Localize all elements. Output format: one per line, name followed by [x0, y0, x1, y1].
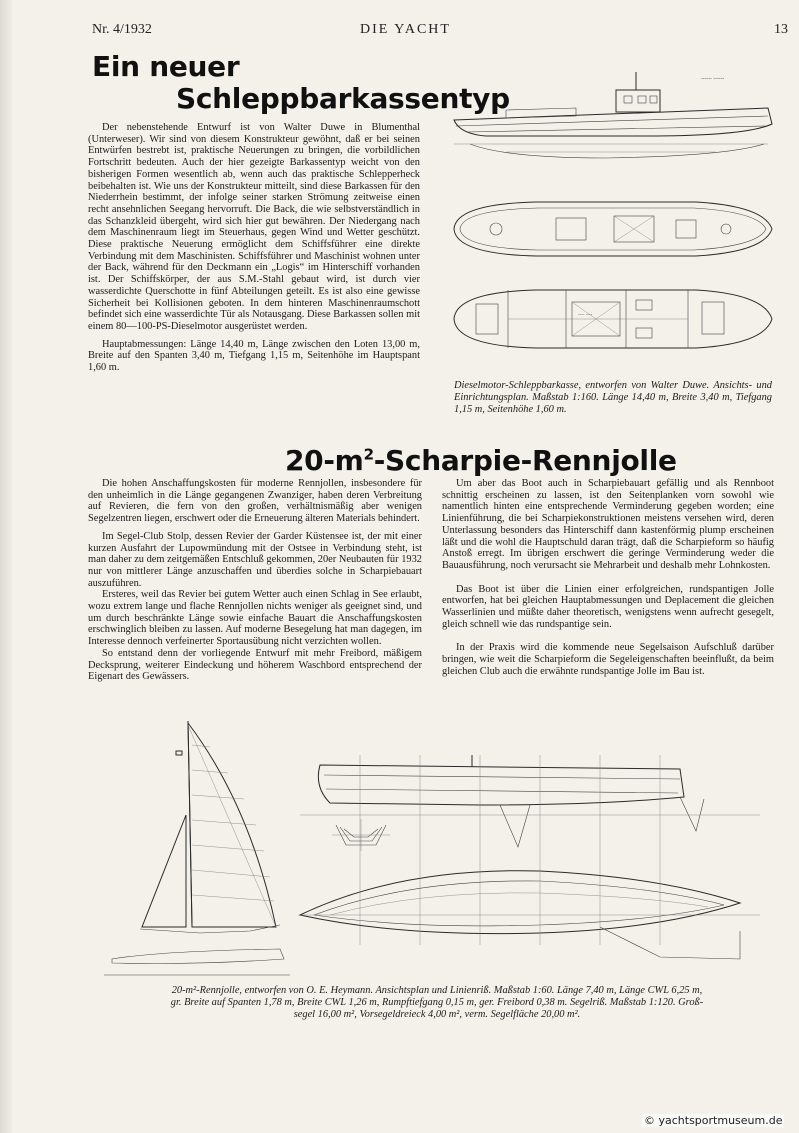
- article2-title-rest: -Scharpie-Rennjolle: [373, 444, 677, 477]
- article1-paragraph: Hauptabmessungen: Länge 14,40 m, Länge zwischen den Loten 13,00 m, Breite auf den Spanten 3,40 m, Tiefgang 1,15 m, Seitenhöhe im Hauptspant 1,60 m.: [88, 338, 420, 374]
- article2-paragraph: Um aber das Boot auch in Scharpiebauart gefällig und als Rennboot schnittig erscheinen zu lassen, ist den Seitenplanken vorn sowohl wie namentlich hinten eine entsprechende Verminderung gegeben worden; eine Linienführung, die bei Scharpiekonstruktionen meistens versehen wird, deren Unterlassung besonders das Hinterschiff dann kastenförmig plump erscheinen läßt und die wohl die Hauptschuld daran trägt, daß die Scharpieform so häufig Anstoß erregt. Im übrigen erschwert die geringe Verminderung weder die Bauausführung, noch verursacht sie Mehrarbeit und deshalb mehr Lohnkosten.: [442, 478, 774, 571]
- barkasse-deck-plan: [454, 202, 772, 256]
- article2-paragraph: Die hohen Anschaffungskosten für moderne Rennjollen, insbesondere für den unheimlich in die Länge gegangenen Zwanziger, haben deren Verbreitung auf Revieren, die fern von den großen, verhältnismäßig aber wenigen Segelzentren liegen, erschwert oder die Erneuerung älteren Materials behindert.: [88, 478, 422, 525]
- rennjolle-caption-line1: 20-m²-Rennjolle, entworfen von O. E. Heymann. Ansichtsplan und Linienriß. Maßstab 1:60. Länge 7,40 m, Länge CWL 6,25 m,: [171, 985, 703, 996]
- barkasse-side-view: [454, 72, 772, 158]
- barkasse-drawings: [446, 64, 782, 376]
- issue-number: Nr. 4/1932: [92, 22, 152, 37]
- article1-body: [88, 122, 420, 380]
- watermark: © yachtsportmuseum.de: [644, 1114, 783, 1127]
- article2-right-column: [442, 478, 774, 684]
- article2-title-sup: 2: [363, 445, 374, 464]
- barkasse-arrangement-plan: [454, 290, 772, 348]
- page-number: 13: [774, 22, 788, 37]
- article2-title: [285, 444, 677, 477]
- article1-title-line2: Schleppbarkassentyp: [176, 82, 510, 115]
- binding-margin: [0, 0, 12, 1133]
- journal-title: DIE YACHT: [360, 22, 451, 37]
- article2-paragraph: So entstand denn der vorliegende Entwurf mit mehr Freibord, mäßigem Decksprung, weiterer Eindeckung und höherem Waschbord entsprechend der Eigenart des Gewässers.: [88, 647, 422, 683]
- rennjolle-sail-plan: [104, 721, 290, 975]
- rennjolle-profile: [300, 755, 760, 865]
- rennjolle-lines-plan: [300, 865, 760, 959]
- rennjolle-caption-line2: gr. Breite auf Spanten 1,78 m, Breite CWL 1,26 m, Rumpftiefgang 0,15 m, ger. Freibord 0,38 m. Segelriß. Maßstab 1:120. Groß-: [170, 997, 704, 1008]
- article1-title-line1: Ein neuer: [92, 50, 240, 83]
- rennjolle-body-plan: [332, 819, 390, 851]
- rennjolle-drawings: [100, 715, 780, 985]
- svg-text:---- ----: ---- ----: [578, 313, 593, 318]
- rennjolle-caption-line3: segel 16,00 m², Vorsegeldreieck 4,00 m², verm. Segelfläche 20,00 m².: [293, 1009, 581, 1020]
- article2-left-column: [88, 478, 422, 689]
- article2-title-base: 20-m: [285, 444, 364, 477]
- article1-paragraph: Der nebenstehende Entwurf ist von Walter Duwe in Blumenthal (Unterweser). Wir sind von diesem Konstrukteur gewöhnt, daß er bei seinen Entwürfen bestrebt ist, praktische Neuerungen zu bringen, die vorbildlichen Fortschritt bedeuten. Auch der hier gezeigte Barkassentyp weicht von den bisherigen Formen wesentlich ab, wenn auch das praktische Schlepperheck beibehalten ist. Wie uns der Konstrukteur mitteilt, sind diese Barkassen für den Niederrhein bestimmt, der infolge seiner starken Strömung zeitweise einen recht ansehnlichen Seegang hervorruft. Die Back, die wie selbstverständlich in das Schanzkleid übergeht, wird sich hier gut bewähren. Der Niedergang nach dem Maschinenraum liegt im Steuerhaus, gegen Wind und Wetter geschützt. Diese praktische Neuerung ermöglicht dem Schiffsführer eine direkte Verbindung mit dem Maschinisten. Schiffsführer und Maschinist wohnen unter der Back, während für den Deckmann ein „Logis“ im Hinterschiff vorhanden ist. Der Schiffskörper, der aus S.M.-Stahl gebaut wird, ist durch vier wasserdichte Querschotte in fünf Abteilungen geteilt. Es ist also eine gewisse Sicherheit bei Kollisionen geboten. In dem hinteren Maschinenraumschott befindet sich eine wasserdichte Tür als Notausgang. Diese Barkassen sollen mit einem 80—100-PS-Dieselmotor ausgerüstet werden.: [88, 122, 420, 332]
- article2-paragraph: Ersteres, weil das Revier bei gutem Wetter auch einen Schlag in See erlaubt, wozu extrem lange und flache Rennjollen nichts weniger als geeignet sind, und um durch beschränkte Länge sowie einfache Bauart die Anschaffungskosten erschwinglich bleiben zu lassen. Auf moderne Besegelung hat man dagegen, im Interesse dennoch verfeinerter Sportausübung nicht verzichten wollen.: [88, 589, 422, 648]
- article2-paragraph: In der Praxis wird die kommende neue Segelsaison Aufschluß darüber bringen, wie weit die Scharpieform die Segeleigenschaften beeinflußt, da beim gleichen Club auch die erwähnte rundspantige Jolle im Bau ist.: [442, 642, 774, 677]
- article2-paragraph: Das Boot ist über die Linien einer erfolgreichen, rundspantigen Jolle entworfen, hat bei gleichen Hauptabmessungen und Deplacement die gleichen Wasserlinien und müßte daher theoretisch, wenigstens wenn aufrecht gesegelt, gleich schnell wie das rundspantige sein.: [442, 583, 774, 630]
- rennjolle-caption: [92, 985, 782, 1021]
- svg-text:------ ------: ------ ------: [701, 76, 725, 82]
- article2-paragraph: Im Segel-Club Stolp, dessen Revier der Garder Küstensee ist, der mit einer kurzen Ausfahrt der Lupowmündung mit der Ostsee in Verbindung steht, ist man daher zu dem zeitgemäßen Entschluß gekommen, 20er Neubauten für 1932 nur von mittlerer Länge anzuschaffen und überdies solche in Scharpiebauart auszuführen.: [88, 530, 422, 589]
- barkasse-caption: Dieselmotor-Schleppbarkasse, entworfen von Walter Duwe. Ansichts- und Einrichtungsplan. Maßstab 1:160. Länge 14,40 m, Breite 3,40 m, Tiefgang 1,15 m, Seitenhöhe 1,60 m.: [454, 380, 772, 415]
